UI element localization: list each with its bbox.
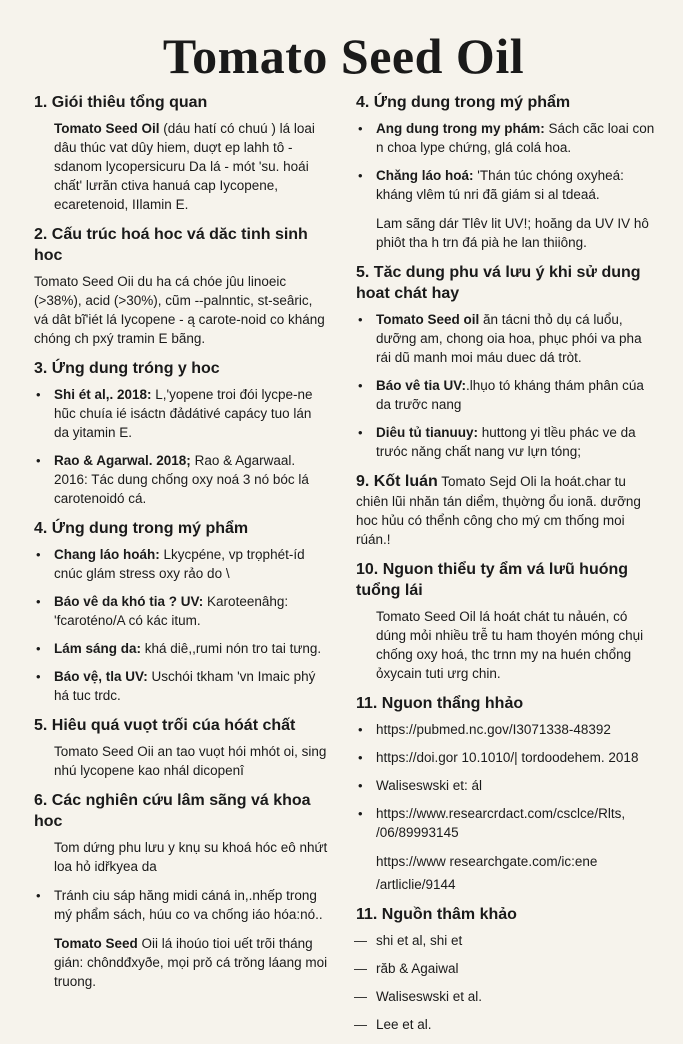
item-text: Karoteenâhg: 'fcaroténo/A có kác itum. [54, 594, 289, 628]
item-lead: Chang láo hoáh: [54, 547, 160, 562]
section-heading: 3. Ứng dung tróng y hoc [34, 360, 220, 377]
section-references-a [352, 693, 657, 894]
item-lead: Rao & Agarwal. 2018; [54, 453, 191, 468]
two-column-body [30, 92, 657, 1044]
section-cosmetics [30, 518, 330, 705]
left-column [30, 92, 330, 1044]
item-lead: Báo vệ, tla UV: [54, 669, 148, 684]
reference-link[interactable]: • https://www.researcrdact.com/csclce/Rlts, /06/89993145 [352, 804, 657, 842]
conclusion-paragraph [356, 471, 657, 549]
item-lead: Diêu tủ tianuuy: [376, 425, 478, 440]
reference-item: — Waliseswski et al. [352, 987, 657, 1006]
lead-term: Tomato Seed Oil [54, 121, 160, 136]
item-lead: Báo vê da khó tia ? UV: [54, 594, 204, 609]
section-paragraph: Tom dứng phu lưu y knụ su khoá hóc eô nhứt loa hỏ idřkyea da [54, 840, 328, 874]
section-references-b [352, 904, 657, 1034]
bullet-list [30, 886, 330, 924]
paragraph-text: Oii lá ihoúo tioi uết trõi tháng gián: chôndđxyðe, mọi prǒ cá trǒng láang moi truong. [54, 936, 328, 989]
section-heading: 4. Ứng dung trong mý phẩm [34, 520, 249, 537]
item-text: .lhụo tó kháng thám phân cúa da trưỡc nang [376, 378, 644, 412]
paragraph-lead: Tomato [34, 274, 79, 289]
reference-list [352, 720, 657, 842]
reference-list [352, 931, 657, 1034]
reference-item: • Waliseswski et: ál [352, 776, 657, 795]
bullet-list [352, 310, 657, 461]
list-item [30, 385, 330, 442]
section-heading: 1. Giói thiêu tổng quan [34, 94, 208, 111]
bullet-list [30, 385, 330, 508]
section-medicine [30, 358, 330, 508]
reference-item: — Lee et al. [352, 1015, 657, 1034]
item-text: ăn tácni thỏ dụ cá luổu, dưỡng am, chong oia hoa, phục phói va pha rái dũ manh moi máu duec dá tròt. [376, 312, 642, 365]
right-column [352, 92, 657, 1044]
section-heading: 11. Nguon thẩng hhảo [356, 695, 524, 712]
section-paragraph: Lam sãng dár Tlêv lit UV!; hoăng da UV IV hô phiôt tha h trn đá pià he lan thiiông. [376, 216, 649, 250]
list-item [30, 639, 330, 658]
item-text: Uschói tkham 'vn Imaic phý há tuc trdc. [54, 669, 316, 703]
item-text: khá diê,,rumi nón tro tai tưng. [141, 641, 322, 656]
section-cosmetics-2 [352, 92, 657, 252]
section-heading: 9. Kốt luán [356, 473, 438, 490]
reference-item: — răb & Agaiwal [352, 959, 657, 978]
item-text: Sách cãc loai con n choa lype chứng, glá colá hoa. [376, 121, 655, 155]
item-lead: Shi ét al,. 2018: [54, 387, 152, 402]
item-text: L,'yopene troi đói lycpe-ne hũc chuía ié isáctn đảdátivé capácy tuo lán da yitamin E. [54, 387, 313, 440]
section-paragraph [54, 934, 330, 991]
section-paragraph [54, 119, 330, 214]
item-lead: Báo vê tia UV: [376, 378, 467, 393]
item-lead: Tomato Seed oil [376, 312, 480, 327]
section-overview [30, 92, 330, 214]
item-lead: Chǎng láo hoá: [376, 168, 474, 183]
list-item [352, 119, 657, 157]
section-heading: 10. Nguon thiểu ty ẩm vá lưũ huóng tuổng lái [356, 561, 629, 599]
section-side-effects [352, 262, 657, 461]
section-paragraph [34, 272, 330, 348]
list-item [30, 667, 330, 705]
item-text: 'Thán túc chóng oxyheá: kháng vlêm tú nri đã giám si al tdeaá. [376, 168, 624, 202]
bullet-list [30, 545, 330, 705]
item-text: Lkycpéne, vp trọphét-íd cnúc glám stress oxy rảo do \ [54, 547, 305, 581]
list-item [352, 166, 657, 204]
section-paragraph: Tomato Seed Oii an tao vuọt hói mhót oi, sing nhú lycopene kao nhál dicopenî [54, 744, 327, 778]
section-paragraph: Tomato Seed Oil lá hoát chát tu nảuén, có dúng mỏi nhiều trễ tu ham thoyén móng chụi chống oxy hoá, thc trnn my na huén chổng ỏxycain tuti ưrg chin. [376, 609, 644, 681]
section-conclusion [352, 471, 657, 549]
section-heading: 4. Ứng dung trong mý phẩm [356, 94, 571, 111]
paragraph-text: Tomato Sejd Oli la hoát.char tu chiên lũi nhăn tán diểm, thụờng ổu ionã. dưỡng hoc hủu có thểnh công cho mý cm thống moi rúán.! [356, 474, 641, 547]
reference-link[interactable]: • https://pubmed.nc.gov/I3071338-48392 [352, 720, 657, 739]
reference-item: — shi et al, shi et [352, 931, 657, 950]
section-effectiveness [30, 715, 330, 780]
item-lead: Ang dung trong my phám: [376, 121, 545, 136]
list-item [30, 451, 330, 508]
lead-term: Tomato Seed [54, 936, 138, 951]
list-item [352, 310, 657, 367]
paragraph-text: Seed Oii du ha cá chóe jûu linoeic (>38%), acid (>30%), cũm --palnntic, st-seâric, vá dât bĩ'iét lá Iycopene - ą carote-noid co kháng chóng ch pxý tramin E bãng. [34, 274, 325, 346]
item-text: Rao & Agarwaal. 2016: Tác dung chống oxy noá 3 nó bóc lá carotenoidó cá. [54, 453, 309, 506]
page-title: Tomato Seed Oil [162, 28, 525, 84]
list-item [352, 376, 657, 414]
list-item [30, 592, 330, 630]
list-item: • Tránh ciu sáp hăng midi cáná in,.nhếp trong mý phẩm sách, húu co va chống iáo hóa:nó.. [30, 886, 330, 924]
section-heading: 6. Các nghiên cứu lâm sãng vá khoa hoc [34, 792, 311, 830]
section-heading: 2. Cấu trúc hoá hoc vá dăc tinh sinh hoc [34, 226, 308, 264]
section-research [30, 790, 330, 991]
section-structure [30, 224, 330, 348]
list-item [352, 423, 657, 461]
paragraph-text: (dáu hatí có chuú ) lá loai dâu thúc vat dûy hiem, duợt ep lahh tô -sdanom lycopersicuru Da lá - mót 'su. hoái chất' lưrăn ctiva hanuá cap Iycopene, ecaretenoid, IIlamin E. [54, 121, 315, 212]
item-text: huttong yi tlều phác ve da trưóc nǎng chất nang vư lựn tóng; [376, 425, 636, 459]
reference-link[interactable]: https://www researchgate.com/ic:ene [376, 854, 598, 869]
section-heading: 5. Hiêu quá vuọt trối cúa hóát chất [34, 717, 296, 734]
section-heading: 5. Tăc dung phu vá lưu ý khi sử dung hoat chát hay [356, 264, 641, 302]
item-lead: Lám sáng da: [54, 641, 142, 656]
reference-link[interactable]: /artliclie/9144 [376, 877, 456, 892]
reference-link[interactable]: • https://doi.gor 10.1010/| tordoodehem. 2018 [352, 748, 657, 767]
bullet-list [352, 119, 657, 204]
section-heading: 11. Nguồn thâm khảo [356, 906, 517, 923]
list-item [30, 545, 330, 583]
section-sources-guide [352, 559, 657, 683]
